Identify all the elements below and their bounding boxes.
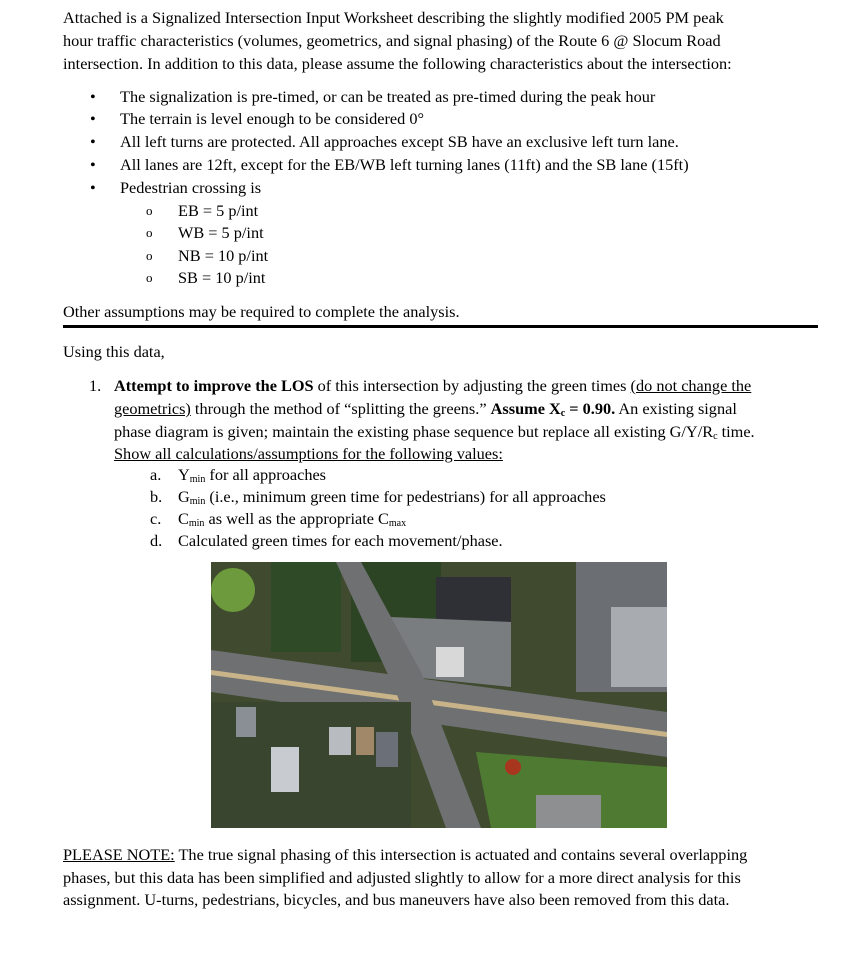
intro-line-3: intersection. In addition to this data, please assume the following characteristics about the intersection: <box>63 54 732 73</box>
note-line-1: PLEASE NOTE: The true signal phasing of this intersection is actuated and contains several overlapping <box>63 845 748 864</box>
bullet-icon: • <box>90 178 96 197</box>
subitem-b: $G_{min}$ (i.e., minimum green time for pedestrians) for all approaches <box>178 487 606 507</box>
subitem-c: $C_{min}$ as well as the appropriate $C_{max}$ <box>178 509 407 529</box>
note-line-2: phases, but this data has been simplified and adjusted slightly to allow for a more direct analysis for this <box>63 868 741 887</box>
bullet-icon: • <box>90 132 96 151</box>
subitem-d: Calculated green times for each movement/phase. <box>178 531 503 550</box>
task-line-4: Show all calculations/assumptions for the following values: <box>114 444 503 463</box>
subitem-letter: c. <box>150 509 162 528</box>
using-data-label: Using this data, <box>63 342 165 361</box>
other-assumptions: Other assumptions may be required to complete the analysis. <box>63 302 460 321</box>
subitem-a: $Y_{min}$ for all approaches <box>178 465 327 485</box>
intersection-aerial-image <box>211 562 667 828</box>
task-number: 1. <box>89 376 102 395</box>
task-line-1: Attempt to improve the LOS of this intersection by adjusting the green times (do not change the <box>114 376 752 395</box>
intro-line-2: hour traffic characteristics (volumes, geometrics, and signal phasing) of the Route 6 @ Slocum Road <box>63 31 721 50</box>
bullet-icon: • <box>90 109 96 128</box>
subitem-letter: d. <box>150 531 163 550</box>
circle-bullet-icon: o <box>146 248 153 263</box>
bullet-icon: • <box>90 155 96 174</box>
intro-line-1: Attached is a Signalized Intersection Input Worksheet describing the slightly modified 2005 PM peak <box>63 8 724 27</box>
note-line-3: assignment. U-turns, pedestrians, bicycles, and bus maneuvers have also been removed from this data. <box>63 890 730 909</box>
task-line-3: phase diagram is given; maintain the existing phase sequence but replace all existing $G/Y/R_c$ time. <box>114 422 755 442</box>
circle-bullet-icon: o <box>146 225 153 240</box>
circle-bullet-icon: o <box>146 270 153 285</box>
circle-bullet-icon: o <box>146 203 153 218</box>
task-line-2: geometrics) through the method of “splitting the greens.” Assume $X_c = 0.90$. An existing signal <box>114 399 737 419</box>
subitem-letter: b. <box>150 487 163 506</box>
section-divider <box>63 325 818 328</box>
bullet-icon: • <box>90 87 96 106</box>
subitem-letter: a. <box>150 465 162 484</box>
